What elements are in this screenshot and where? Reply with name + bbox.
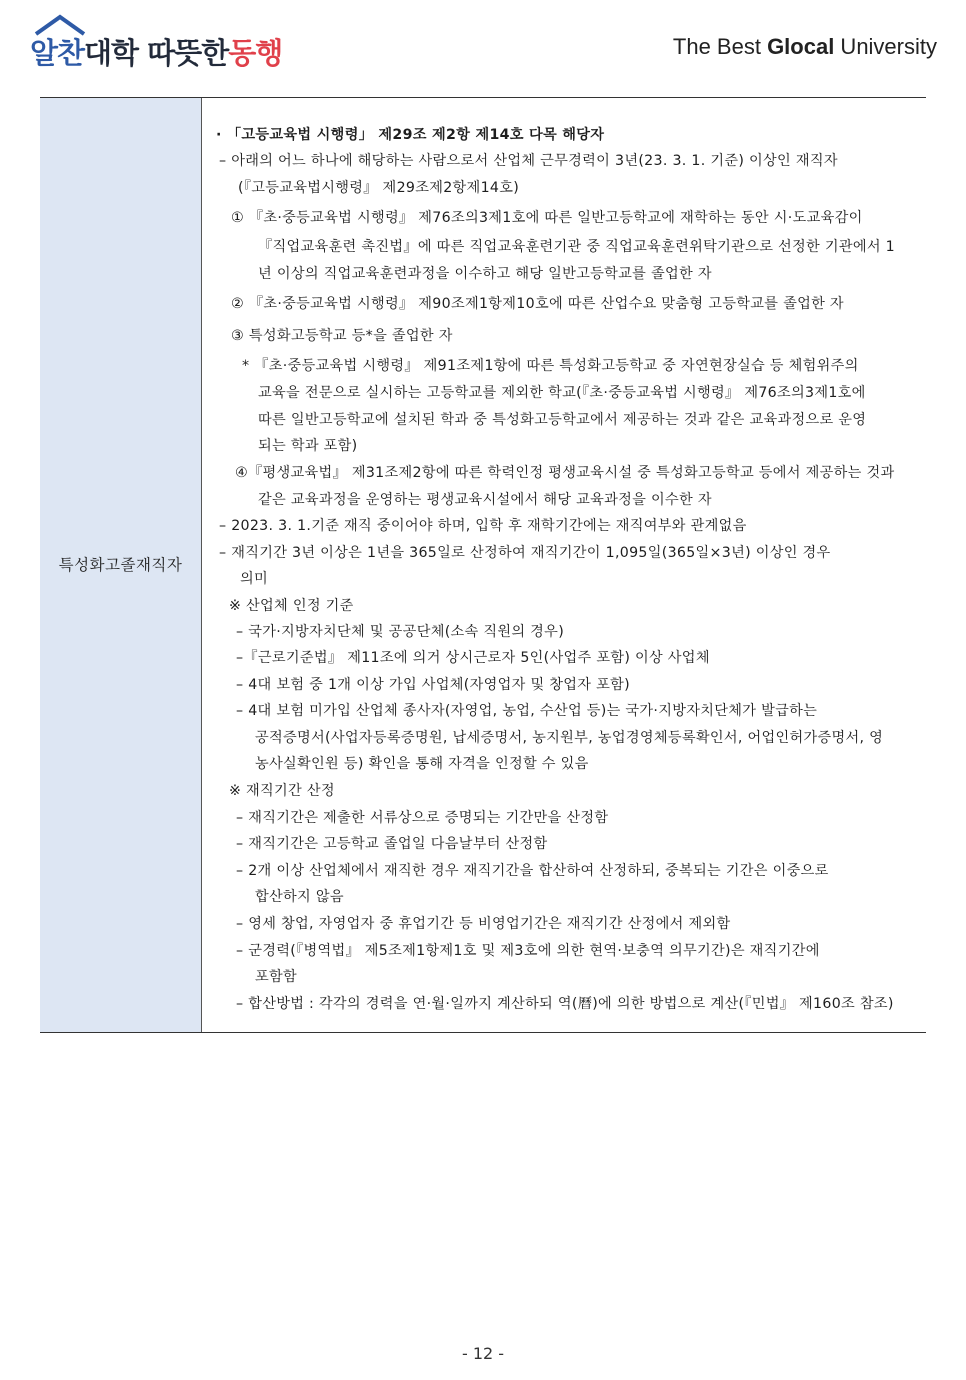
content-line: –『근로기준법』 제11조에 의거 상시근로자 5인(사업주 포함) 이상 사업체: [236, 650, 710, 666]
content-line: 교육을 전문으로 실시하는 고등학교를 제외한 학교(『초·중등교육법 시행령』 제76조의3제1호에: [258, 385, 866, 401]
content-line: – 재직기간은 고등학교 졸업일 다음날부터 산정함: [236, 836, 548, 852]
logo-part3: 따뜻한: [147, 36, 229, 70]
logo-part4: 동행: [228, 36, 283, 70]
tagline-post: University: [834, 34, 937, 59]
content-line: 공적증명서(사업자등록증명원, 납세증명서, 농지원부, 농업경영체등록확인서, 어업인허가증명서, 영: [255, 730, 884, 746]
content-line: – 4대 보험 중 1개 이상 가입 사업체(자영업자 및 창업자 포함): [236, 677, 630, 693]
content-line: (『고등교육법시행령』 제29조제2항제14호): [238, 180, 520, 196]
row-label: 특성화고졸재직자: [58, 556, 183, 574]
content-line: – 재직기간 3년 이상은 1년을 365일로 산정하여 재직기간이 1,095일(365일×3년) 이상인 경우: [219, 545, 831, 561]
content-line: 년 이상의 직업교육훈련과정을 이수하고 해당 일반고등학교를 졸업한 자: [258, 266, 712, 282]
content-line: – 국가·지방자치단체 및 공공단체(소속 직원의 경우): [236, 624, 565, 640]
content-line: ④『평생교육법』 제31조제2항에 따른 학력인정 평생교육시설 중 특성화고등학교 등에서 제공하는 것과: [235, 465, 895, 481]
content-line: – 재직기간은 제출한 서류상으로 증명되는 기간만을 산정함: [236, 810, 609, 826]
content-line: 포함함: [255, 969, 298, 985]
content-line: 의미: [240, 571, 269, 587]
content-line: * 『초·중등교육법 시행령』 제91조제1항에 따른 특성화고등학교 중 자연현장실습 등 체험위주의: [242, 358, 859, 374]
content-line: 되는 학과 포함): [258, 438, 358, 454]
tagline-bold: Glocal: [767, 34, 835, 59]
content-line: – 합산방법 : 각각의 경력을 연·월·일까지 계산하되 역(曆)에 의한 방법으로 계산(『민법』 제160조 참조): [236, 996, 894, 1012]
content-line: – 2개 이상 산업체에서 재직한 경우 재직기간을 합산하여 산정하되, 중복되는 기간은 이중으로: [236, 863, 829, 879]
content-line: ※ 재직기간 산정: [229, 783, 335, 799]
row-label-cell: [40, 98, 202, 1032]
content-line: · 「고등교육법 시행령」 제29조 제2항 제14호 다목 해당자: [216, 127, 605, 143]
content-line: ① 『초·중등교육법 시행령』 제76조의3제1호에 따른 일반고등학교에 재학하는 동안 시·도교육감이: [231, 210, 863, 226]
content-line: 농사실확인원 등) 확인을 통해 자격을 인정할 수 있음: [255, 756, 589, 772]
page-header: [0, 0, 966, 90]
logo-part1: 알찬: [30, 36, 85, 70]
content-line: ③ 특성화고등학교 등*을 졸업한 자: [231, 328, 453, 344]
page-number: - 12 -: [461, 1344, 505, 1363]
content-line: 같은 교육과정을 운영하는 평생교육시설에서 해당 교육과정을 이수한 자: [258, 492, 712, 508]
content-line: 따른 일반고등학교에 설치된 학과 중 특성화고등학교에서 제공하는 것과 같은 교육과정으로 운영: [258, 412, 867, 428]
tagline-pre: The Best: [672, 34, 768, 59]
content-line: 『직업교육훈련 촉진법』에 따른 직업교육훈련기관 중 직업교육훈련위탁기관으로 선정한 기관에서 1: [258, 239, 895, 255]
content-line: – 군경력(『병역법』 제5조제1항제1호 및 제3호에 의한 현역·보충역 의무기간)은 재직기간에: [236, 943, 820, 959]
eligibility-table: [40, 97, 926, 1033]
content-line: – 2023. 3. 1.기준 재직 중이어야 하며, 입학 후 재학기간에는 재직여부와 관계없음: [219, 518, 747, 534]
logo-slogan: [30, 31, 282, 72]
content-line: ② 『초·중등교육법 시행령』 제90조제1항제10호에 따른 산업수요 맞춤형 고등학교를 졸업한 자: [231, 296, 844, 312]
content-line: ※ 산업체 인정 기준: [229, 598, 354, 614]
tagline: [673, 34, 937, 60]
content-line: – 4대 보험 미가입 산업체 종사자(자영업, 농업, 수산업 등)는 국가·지방자치단체가 발급하는: [236, 703, 818, 719]
content-line: – 아래의 어느 하나에 해당하는 사람으로서 산업체 근무경력이 3년(23. 3. 1. 기준) 이상인 재직자: [219, 153, 838, 169]
content-line: 합산하지 않음: [255, 889, 344, 905]
logo-part2: 대학: [84, 36, 139, 70]
content-line: – 영세 창업, 자영업자 중 휴업기간 등 비영업기간은 재직기간 산정에서 제외함: [236, 916, 731, 932]
